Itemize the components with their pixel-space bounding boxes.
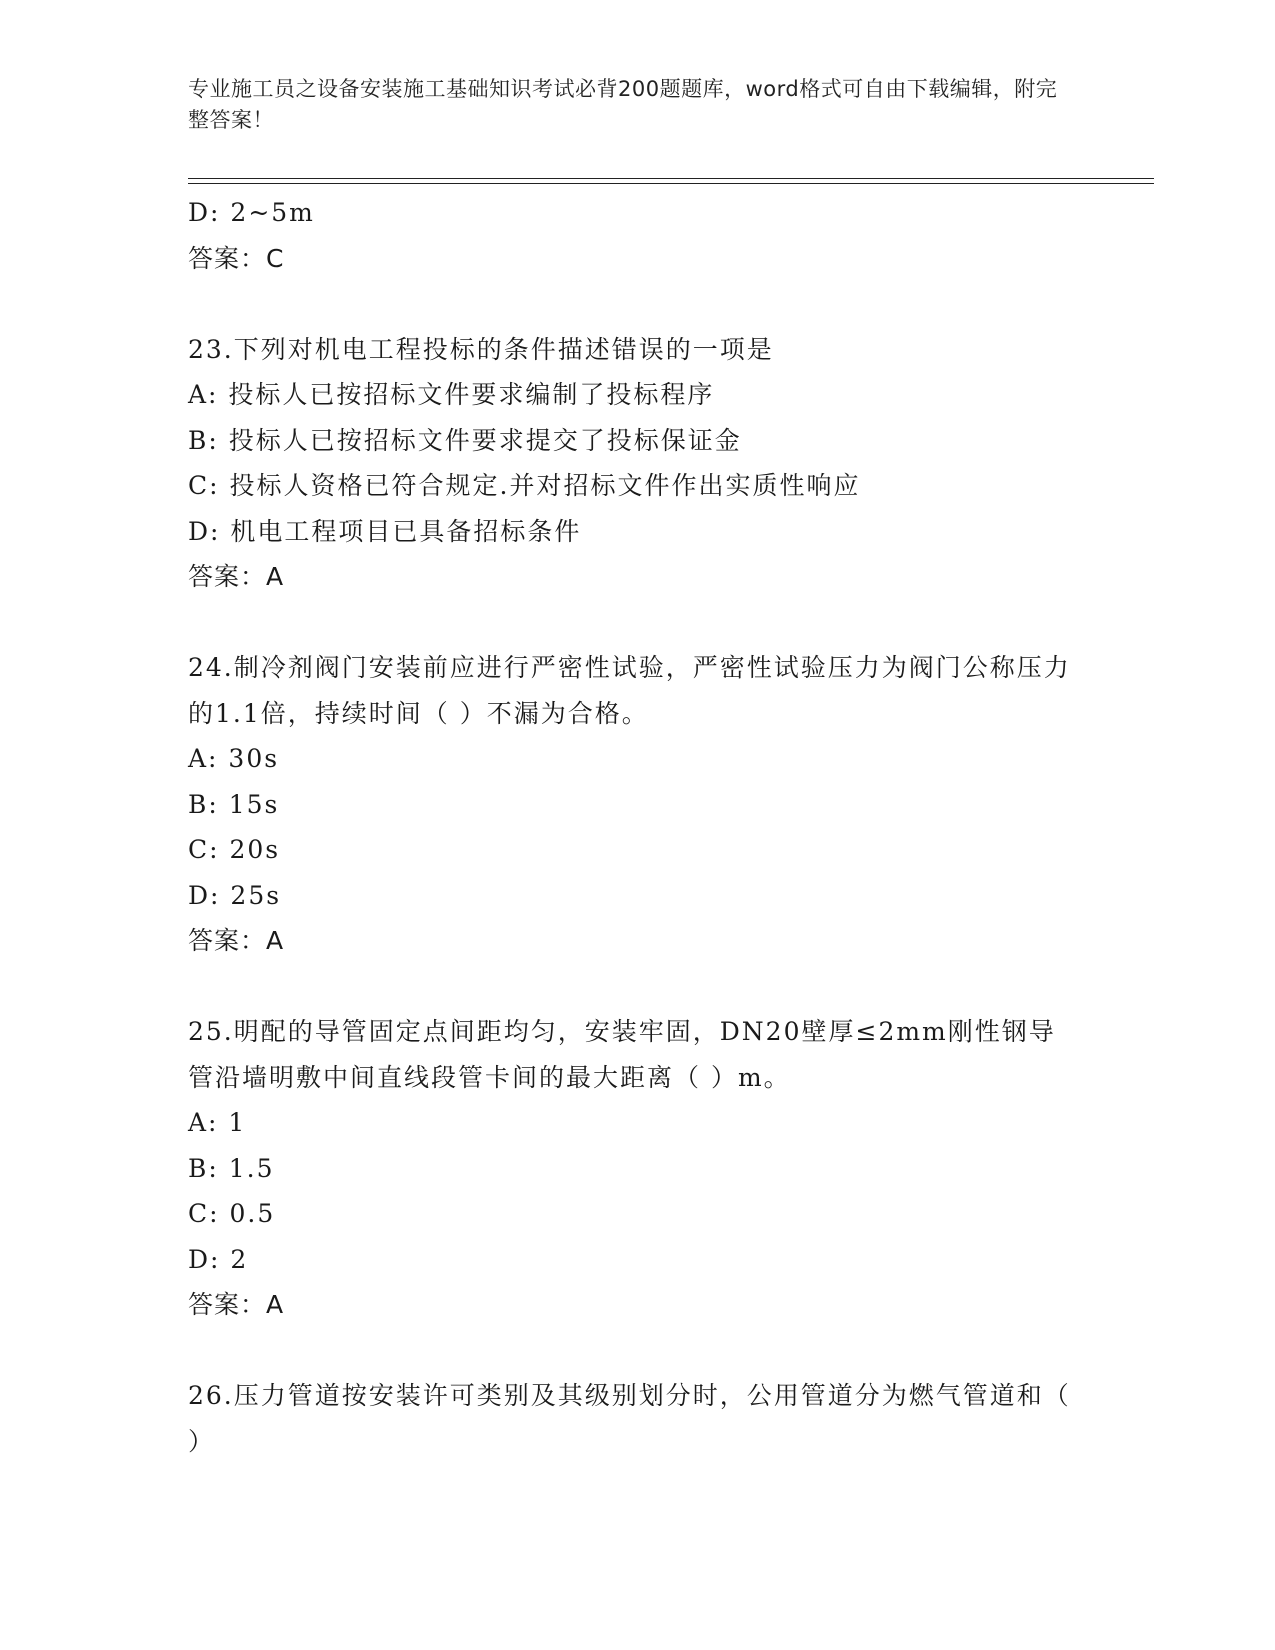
- header-rule-top: [188, 178, 1154, 179]
- option-b: B: 15s: [188, 789, 280, 819]
- question-24: [188, 645, 1088, 964]
- option-a: A: 1: [188, 1108, 247, 1137]
- option-c: C: 0.5: [188, 1199, 276, 1228]
- page-header: 专业施工员之设备安装施工基础知识考试必背200题题库，word格式可自由下载编辑，附完整答案！: [188, 77, 1058, 132]
- option-a: A: 30s: [188, 744, 280, 773]
- question-25: [188, 1009, 1088, 1328]
- option-b: B: 1.5: [188, 1153, 275, 1183]
- question-text: 25.明配的导管固定点间距均匀，安装牢固，DN20壁厚≤2mm刚性钢导管沿墙明敷中间直线段管卡间的最大距离（ ）m。: [188, 1017, 1056, 1092]
- option-d: D: 机电工程项目已具备招标条件: [188, 516, 582, 546]
- answer-line: 答案：A: [188, 1290, 285, 1319]
- question-text: 23.下列对机电工程投标的条件描述错误的一项是: [188, 334, 774, 364]
- option-d: D: 25s: [188, 880, 282, 910]
- answer-line: 答案：A: [188, 926, 285, 955]
- option-b: B: 投标人已按招标文件要求提交了投标保证金: [188, 425, 742, 455]
- question-text: 26.压力管道按安装许可类别及其级别划分时，公用管道分为燃气管道和（ ）: [188, 1381, 1071, 1456]
- question-23: [188, 327, 1088, 600]
- answer-line: 答案：C: [188, 243, 285, 273]
- question-26: [188, 1373, 1088, 1464]
- question-text: 24.制冷剂阀门安装前应进行严密性试验，严密性试验压力为阀门公称压力的1.1倍，持续时间（ ）不漏为合格。: [188, 653, 1071, 728]
- answer-line: 答案：A: [188, 562, 285, 591]
- option-c: C: 20s: [188, 835, 281, 864]
- option-d: D: 2: [188, 1244, 249, 1274]
- option-a: A: 投标人已按招标文件要求编制了投标程序: [188, 380, 715, 409]
- option-c: C: 投标人资格已符合规定.并对招标文件作出实质性响应: [188, 471, 861, 500]
- header-rule-bottom: [188, 183, 1154, 184]
- document-content: [188, 190, 1088, 1464]
- option-d: D: 2~5m: [188, 198, 315, 227]
